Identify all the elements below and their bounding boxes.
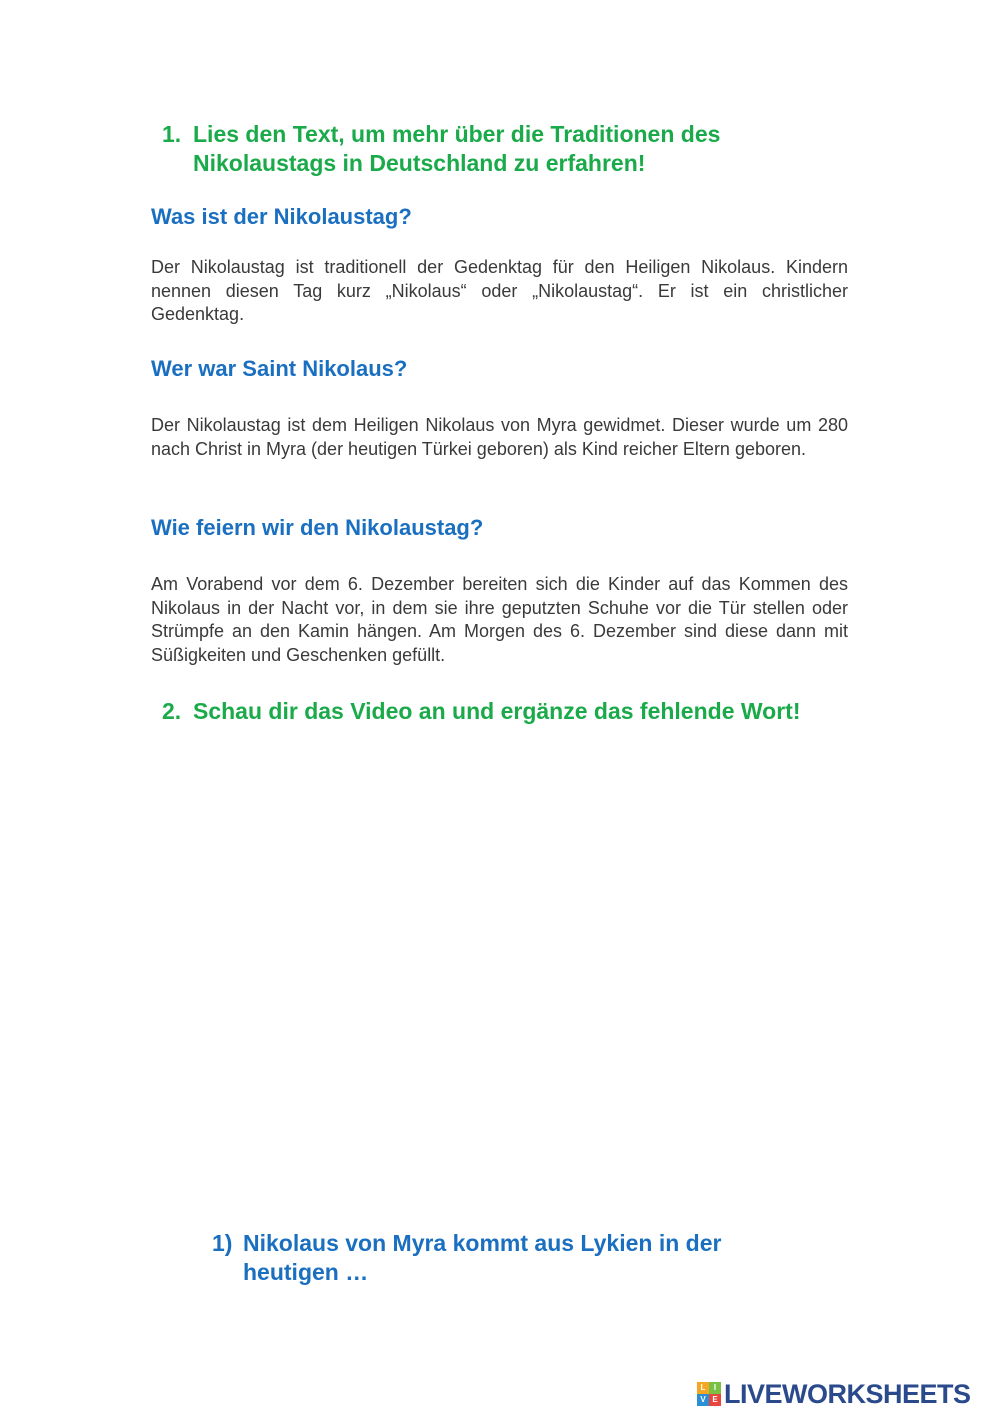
question-1 (212, 1229, 803, 1287)
logo-mark-letter-i: I (709, 1382, 721, 1394)
task-2-instruction (162, 697, 833, 726)
section-heading-who: Wer war Saint Nikolaus? (151, 356, 408, 381)
question-1-number: 1) (212, 1230, 233, 1256)
task-1-instruction (162, 120, 833, 178)
section-paragraph-who: Der Nikolaustag ist dem Heiligen Nikolaus von Myra gewidmet. Dieser wurde um 280 nach Christ in Myra (der heutigen Türkei geboren) als Kind reicher Eltern geboren. (151, 415, 848, 459)
live-logo-icon (697, 1382, 721, 1406)
task-2-text: Schau dir das Video an und ergänze das fehlende Wort! (193, 698, 801, 724)
question-1-text: Nikolaus von Myra kommt aus Lykien in der heutigen … (243, 1230, 722, 1285)
section-paragraph-how: Am Vorabend vor dem 6. Dezember bereiten sich die Kinder auf das Kommen des Nikolaus in der Nacht vor, in dem sie ihre geputzten Schuhe vor die Tür stellen oder Strümpfe an den Kamin hängen. Am Morgen des 6. Dezember sind diese dann mit Süßigkeiten und Geschenken gefüllt. (151, 574, 848, 665)
logo-text: LIVEWORKSHEETS (724, 1378, 971, 1409)
liveworksheets-logo[interactable] (697, 1378, 971, 1410)
logo-mark-letter-v: V (697, 1394, 709, 1406)
video-embed-area[interactable] (151, 740, 848, 1210)
logo-mark-letter-l: L (697, 1382, 709, 1394)
section-heading-how: Wie feiern wir den Nikolaustag? (151, 515, 484, 540)
task-1-text: Lies den Text, um mehr über die Traditionen des Nikolaustags in Deutschland zu erfahren! (193, 121, 721, 176)
logo-mark-letter-e: E (709, 1394, 721, 1406)
task-2-number: 2. (162, 698, 182, 724)
section-paragraph-what: Der Nikolaustag ist traditionell der Gedenktag für den Heiligen Nikolaus. Kindern nennen diesen Tag kurz „Nikolaus“ oder „Nikolaustag“. Er ist ein christlicher Gedenktag. (151, 257, 848, 324)
section-heading-what: Was ist der Nikolaustag? (151, 204, 412, 229)
task-1-number: 1. (162, 121, 182, 147)
